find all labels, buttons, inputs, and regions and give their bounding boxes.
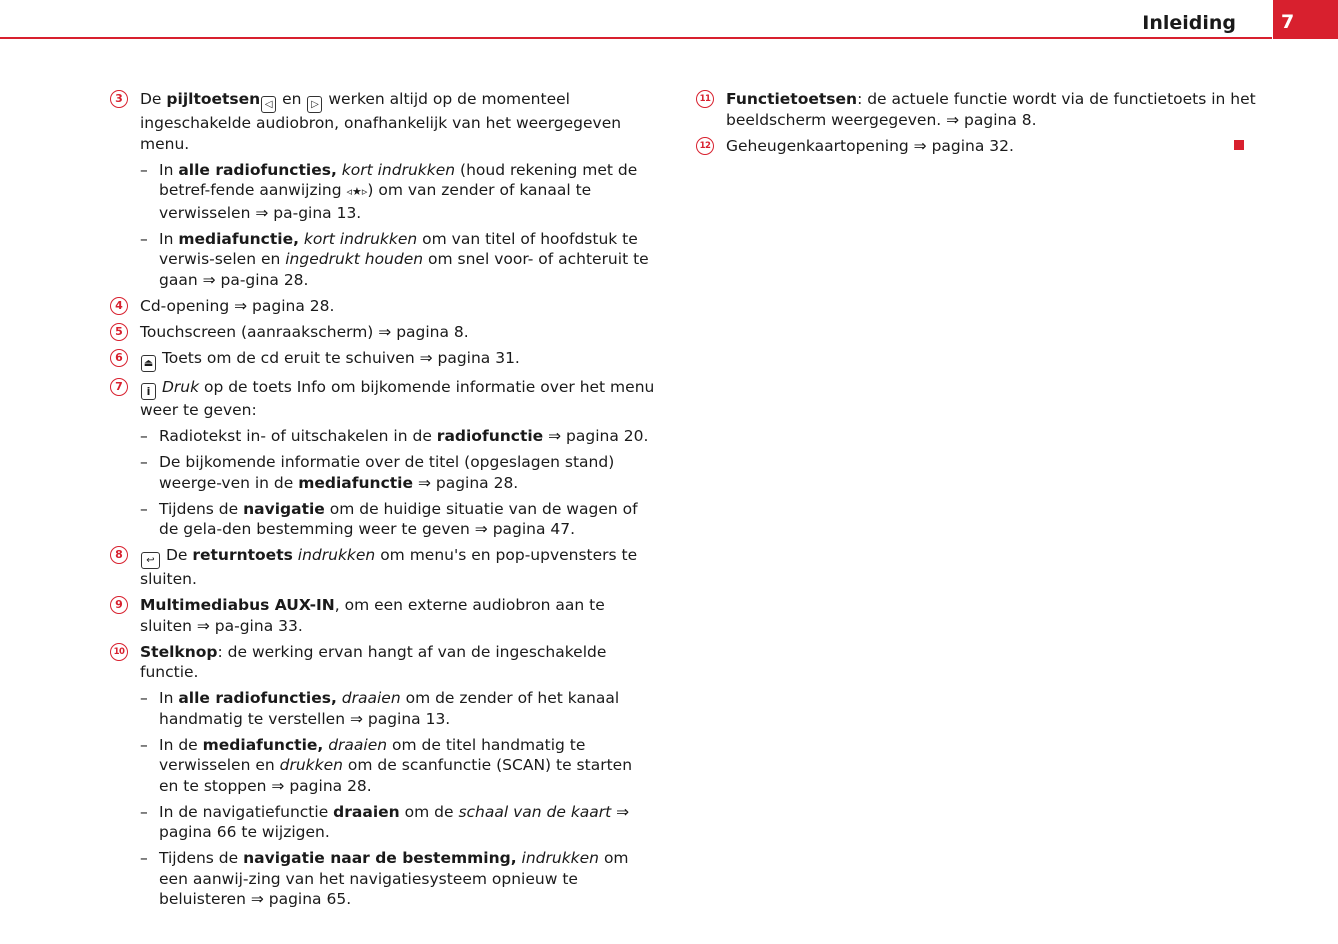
dash: –: [140, 802, 148, 821]
text: Tijdens de: [159, 849, 244, 867]
text: : de werking ervan hangt af van de ingeschakelde functie.: [140, 642, 607, 681]
left-arrow-key-icon: ◁: [261, 96, 276, 113]
text: In de: [159, 735, 203, 754]
dash: –: [140, 427, 148, 445]
dash: –: [140, 849, 148, 867]
bold-text: pijltoetsen: [166, 90, 261, 108]
callout-number: 3: [110, 90, 128, 108]
text: om menu's en pop-upvensters te sluiten.: [140, 546, 638, 588]
text: Cd-opening ⇒ pagina 28.: [140, 296, 335, 315]
bold-text: draaien: [333, 802, 400, 821]
text: ⇒ pagina 20.: [543, 427, 649, 445]
dash: –: [140, 689, 148, 707]
callout-number: 10: [110, 643, 128, 661]
bold-text: returntoets: [192, 546, 293, 564]
text: ) om van zender of kanaal te verwisselen ⇒ pa-gina 13.: [159, 181, 592, 222]
info-key-icon: i: [141, 383, 156, 400]
callout-number: 11: [696, 90, 714, 108]
sub-item: [140, 426, 655, 447]
callout-number: 6: [110, 349, 128, 367]
text: om de zender of het kanaal handmatig te verstellen ⇒ pagina 13.: [159, 689, 620, 728]
italic-text: drukken: [279, 756, 343, 774]
text: om snel voor- of achteruit te gaan ⇒ pa-gina 28.: [159, 250, 649, 289]
text: op de toets Info om bijkomende informatie over het menu weer te geven:: [140, 378, 655, 419]
header-rule: [0, 37, 1272, 39]
bold-text: alle radiofuncties,: [178, 160, 337, 179]
italic-text: draaien: [328, 735, 388, 754]
list-item-4: [110, 296, 655, 317]
text: Radiotekst in- of uitschakelen in de: [159, 427, 437, 445]
text: De: [165, 546, 193, 564]
bold-text: radiofunctie: [436, 427, 544, 445]
right-column: [696, 89, 1256, 162]
text: om de scanfunctie (SCAN) te starten en te stoppen ⇒ pagina 28.: [159, 756, 633, 795]
text: Touchscreen (aanraakscherm) ⇒ pagina 8.: [140, 322, 469, 341]
text: De: [140, 90, 167, 108]
bold-text: navigatie naar de bestemming,: [243, 849, 517, 867]
italic-text: Druk: [161, 378, 200, 396]
list-item-12: [696, 136, 1256, 157]
list-item-10: [110, 642, 655, 910]
bold-text: Stelknop: [140, 642, 218, 661]
sub-item: [140, 160, 655, 224]
text: In: [159, 160, 179, 179]
page-number: 7: [1281, 11, 1295, 33]
text: om de: [399, 802, 459, 821]
text: om de titel handmatig te verwisselen en: [159, 735, 586, 774]
callout-number: 8: [110, 546, 128, 564]
text: (houd rekening met de betref-fende aanwijzing: [159, 160, 638, 199]
text: In: [159, 689, 179, 707]
sub-item: [140, 452, 655, 493]
section-end-marker: [1234, 140, 1244, 150]
dash: –: [140, 160, 148, 179]
dash: –: [140, 735, 148, 754]
bold-text: alle radiofuncties,: [178, 689, 337, 707]
callout-number: 12: [696, 137, 714, 155]
italic-text: ingedrukt houden: [285, 250, 424, 268]
sub-item: [140, 688, 655, 729]
bold-text: mediafunctie,: [202, 735, 324, 754]
callout-number: 4: [110, 297, 128, 315]
section-title: Inleiding: [1142, 12, 1236, 34]
text: Toets om de cd eruit te schuiven ⇒ pagina 31.: [161, 348, 520, 367]
sub-item: [140, 735, 655, 797]
text: Tijdens de: [159, 499, 244, 518]
italic-text: schaal van de kaart: [458, 802, 612, 821]
sub-item: [140, 229, 655, 291]
text: In: [159, 229, 179, 248]
list-item-9: [110, 595, 655, 636]
text: ⇒ pagina 66 te wijzigen.: [159, 802, 630, 841]
text: In de navigatiefunctie: [159, 802, 334, 821]
italic-text: kort indrukken: [303, 229, 418, 248]
sub-item: [140, 499, 655, 540]
italic-text: kort indrukken: [341, 160, 456, 179]
return-key-icon: ↩: [141, 552, 160, 569]
text: De bijkomende informatie over de titel (opgeslagen stand) weerge-ven in de: [159, 453, 615, 492]
bold-text: Multimediabus AUX-IN: [140, 596, 335, 614]
bold-text: navigatie: [243, 499, 325, 518]
sub-item: [140, 848, 655, 910]
seek-indicator-icon: ◃★▹: [346, 185, 368, 198]
page-number-box: [1273, 0, 1338, 39]
callout-number: 9: [110, 596, 128, 614]
text: om van titel of hoofdstuk te verwis-selen en: [159, 229, 638, 268]
text: : de actuele functie wordt via de functietoets in het beeldscherm weergegeven. ⇒ pagina 8.: [726, 90, 1256, 129]
right-arrow-key-icon: ▷: [307, 96, 322, 113]
eject-key-icon: ⏏: [141, 355, 156, 372]
text: om de huidige situatie van de wagen of de gela-den bestemming weer te geven ⇒ pagina 47.: [159, 499, 638, 538]
left-column: [110, 89, 655, 915]
italic-text: draaien: [341, 689, 401, 707]
list-item-8: [110, 545, 655, 590]
text: en: [277, 90, 307, 108]
list-item-5: [110, 322, 655, 343]
sub-item: [140, 802, 655, 843]
text: Geheugenkaartopening ⇒ pagina 32.: [726, 136, 1014, 155]
italic-text: indrukken: [297, 546, 376, 564]
text: , om een externe audiobron aan te sluiten ⇒ pa-gina 33.: [140, 596, 605, 635]
dash: –: [140, 453, 148, 471]
list-item-6: [110, 348, 655, 372]
dash: –: [140, 229, 148, 248]
bold-text: Functietoetsen: [726, 90, 858, 108]
list-item-7: [110, 377, 655, 540]
list-item-3: [110, 89, 655, 290]
italic-text: indrukken: [521, 849, 600, 867]
callout-number: 5: [110, 323, 128, 341]
text: werken altijd op de momenteel ingeschakelde audiobron, onafhankelijk van het weergegeven menu.: [140, 90, 622, 153]
text: ⇒ pagina 28.: [413, 473, 519, 492]
callout-number: 7: [110, 378, 128, 396]
bold-text: mediafunctie: [298, 473, 414, 492]
list-item-11: [696, 89, 1256, 130]
bold-text: mediafunctie,: [178, 229, 299, 248]
text: om een aanwij-zing van het navigatiesysteem opnieuw te beluisteren ⇒ pagina 65.: [159, 849, 629, 908]
dash: –: [140, 499, 148, 518]
